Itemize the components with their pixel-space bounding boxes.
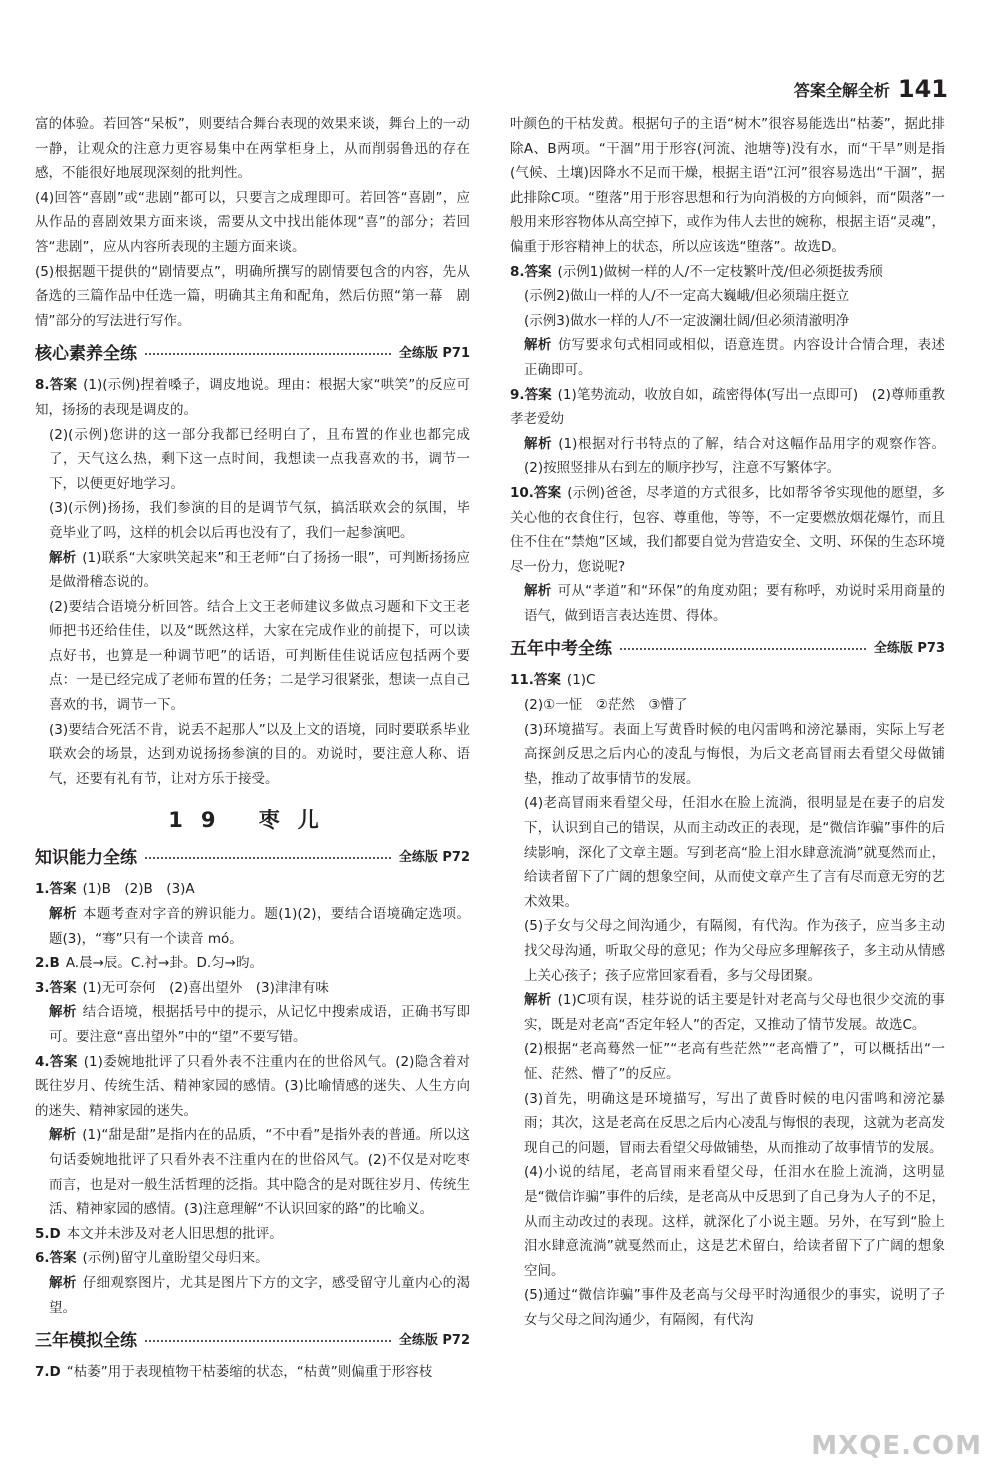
- section-ref: 全练版 P73: [873, 641, 945, 657]
- analysis-paragraph: (3)首先，明确这是环境描写，写出了黄昏时候的电闪雷鸣和滂沱暴雨；其次，这是老高在反思之后内心凌乱与悔恨的表现，这就为老高发现自己的问题，冒雨去看望父母做铺垫，从而推动了故事情节的发展。: [524, 1090, 945, 1156]
- analysis-label: 解析: [49, 1004, 77, 1021]
- section-title: 核心素养全练: [35, 344, 137, 365]
- section-title: 知识能力全练: [35, 848, 137, 869]
- section-header-knowledge: [35, 845, 470, 871]
- answer-text: (1)B (2)B (3)A: [82, 881, 195, 898]
- page-number: 141: [897, 75, 948, 103]
- answer-paragraph: (3)(示例)扬扬，我们参演的目的是调节气氛，搞活联欢会的氛围，毕竟毕业了吗，这样的机会以后再也没有了，我们一起参演吧。: [49, 500, 470, 541]
- answer-label: 答案: [524, 386, 552, 403]
- question-number: 6.: [35, 1250, 50, 1267]
- analysis-label: 解析: [524, 992, 552, 1009]
- q7-answer: [35, 1360, 470, 1385]
- question-number: 1.: [35, 881, 50, 898]
- q10-analysis: [510, 579, 945, 628]
- q8-analysis: [510, 333, 945, 382]
- section-header-core: [35, 341, 470, 367]
- section-ref: 全练版 P71: [398, 346, 470, 362]
- lesson-number: 19: [168, 808, 234, 833]
- q9-answer: [510, 383, 959, 432]
- right-column: [510, 112, 959, 1333]
- section-title: 五年中考全练: [510, 639, 612, 660]
- section-title: 三年模拟全练: [35, 1330, 137, 1351]
- answer-text: (1)无可奈何 (2)喜出望外 (3)津津有味: [82, 979, 329, 996]
- answer-text: (示例1)做树一样的人/不一定枝繁叶茂/但必须挺拔秀颀: [557, 263, 883, 280]
- question-number: 4.: [35, 1053, 50, 1070]
- q4-answer: [35, 1050, 470, 1124]
- analysis-text: (1)C项有误，桂芬说的话主要是针对老高与父母也很少交流的事实，既是对老高“否定年轻人”的否定，又推动了情节发展。故选C。: [524, 992, 945, 1033]
- q5-answer: [35, 1222, 470, 1247]
- answer-line: (示例3)做水一样的人/不一定波澜壮阔/但必须清澈明净: [524, 312, 850, 329]
- section-divider: [620, 648, 866, 650]
- analysis-text: (1)根据对行书特点的了解，结合对这幅作品用字的观察作答。(2)按照竖排从右到左的顺序抄写，注意不写繁体字。: [524, 435, 946, 477]
- q6-analysis: [35, 1271, 470, 1320]
- section-header-five-year: [510, 636, 945, 662]
- analysis-label: 解析: [524, 337, 552, 354]
- question-number: 8.: [35, 377, 50, 394]
- section-divider: [145, 353, 391, 355]
- intro-paragraph: (5)根据题干提供的“剧情要点”，明确所撰写的剧情要包含的内容，先从备选的三篇作品中任选一篇，明确其主角和配角，然后仿照“第一幕 剧情”部分的写法进行写作。: [35, 263, 470, 329]
- intro-paragraph: 富的体验。若回答“呆板”，则要结合舞台表现的效果来谈，舞台上的一动一静，让观众的注意力更容易集中在两掌柜身上，从而削弱鲁迅的存在感，不能很好地展现深刻的批判性。: [35, 116, 470, 182]
- answer-paragraph: (4)老高冒雨来看望父母，任泪水在脸上流淌，很明显是在妻子的启发下，认识到自己的错误，从而主动改正的表现，是“微信诈骗”事件的后续影响，深化了文章主题。写到老高“脸上泪水肆意流淌”就戛然而止，给读者留下了广阔的想象空间，从而使文章产生了言有尽而意无穷的艺术效果。: [524, 795, 945, 910]
- answer-label: 答案: [49, 1053, 78, 1070]
- section-ref: 全练版 P72: [398, 850, 470, 866]
- question-number: 10.: [510, 484, 534, 501]
- answer-label: 答案: [533, 484, 562, 501]
- answer-paragraph: (2)(示例)您讲的这一部分我都已经明白了，且布置的作业也都完成了，天气这么热，剩下这一点时间，我想读一点我喜欢的书，调节一下，以便更好地学习。: [49, 426, 470, 492]
- intro-paragraph: (4)回答“喜剧”或“悲剧”都可以，只要言之成理即可。若回答“喜剧”，应从作品的喜剧效果方面来谈，需要从文中找出能体现“喜”的部分；若回答“悲剧”，应从内容所表现的主题方面来谈。: [35, 189, 470, 255]
- section-divider: [145, 857, 391, 859]
- analysis-label: 解析: [49, 549, 77, 566]
- q8-answer: [510, 260, 945, 285]
- answer-text: (1)笔势流动，收放自如，疏密得体(写出一点即可) (2)尊师重教 孝老爱幼: [510, 386, 959, 428]
- section-header-three-year: [35, 1328, 470, 1354]
- question-number: 5.D: [35, 1225, 61, 1242]
- q4-analysis: [35, 1123, 470, 1221]
- analysis-text: 仿写要求句式相同或相似，语意连贯。内容设计合情合理，表述正确即可。: [524, 337, 946, 378]
- q8-answer: [35, 373, 470, 422]
- analysis-text: 本题考查对字音的辨识能力。题(1)(2)，要结合语境确定选项。题(3)，“骞”只有一个读音 mó。: [49, 906, 471, 947]
- answer-label: 答案: [49, 881, 77, 898]
- site-watermark: MXQE.COM: [811, 1431, 982, 1461]
- analysis-label: 解析: [524, 435, 553, 452]
- answer-text: 本文并未涉及对老人旧思想的批评。: [66, 1225, 283, 1242]
- lesson-name: 枣儿: [258, 808, 337, 833]
- answer-text: (1)(示例)捏着嗓子，调皮地说。理由：根据大家“哄笑”的反应可知，扬扬的表现是调皮的。: [35, 377, 471, 418]
- page-header: [794, 74, 948, 104]
- answer-label: 答案: [49, 979, 77, 996]
- answer-text: (示例)留守儿童盼望父母归来。: [82, 1250, 269, 1267]
- q3-analysis: [35, 1000, 470, 1049]
- analysis-paragraph: (4)小说的结尾，老高冒雨来看望父母，任泪水在脸上流淌，这明显是“微信诈骗”事件的后续，是老高从中反思到了自己身为人子的不足，从而主动改过的表现。这样，就深化了小说主题。另外，在写到“脸上泪水肆意流淌”就戛然而止，这是艺术留白，给读者留下了广阔的想象空间。: [524, 1164, 945, 1279]
- question-number: 11.: [510, 672, 534, 689]
- q3-answer: [35, 976, 470, 1001]
- q11-analysis: [510, 988, 945, 1037]
- answer-text: “枯萎”用于表现植物干枯萎缩的状态，“枯黄”则偏重于形容枝: [66, 1364, 433, 1381]
- header-title: 答案全解全析: [793, 80, 890, 100]
- analysis-paragraph: (5)通过“微信诈骗”事件及老高与父母平时沟通很少的事实，说明了子女与父母之间沟通少，有隔阂，有代沟: [524, 1287, 945, 1328]
- analysis-text: 可从“孝道”和“环保”的角度劝阻；要有称呼，劝说时采用商量的语气，做到语言表达连贯、得体。: [524, 583, 946, 624]
- answer-text: A.晨→辰。C.衬→卦。D.匀→昀。: [65, 955, 263, 972]
- q1-answer: [35, 877, 470, 902]
- question-number: 9.: [510, 386, 525, 403]
- answer-label: 答案: [524, 263, 552, 280]
- analysis-label: 解析: [524, 583, 552, 600]
- analysis-text: 结合语境，根据括号中的提示，从记忆中搜索成语，正确书写即可。要注意“喜出望外”中的“望”不要写错。: [49, 1004, 471, 1045]
- question-number: 7.D: [35, 1364, 61, 1381]
- question-number: 8.: [510, 263, 525, 280]
- answer-label: 答案: [49, 1250, 77, 1267]
- analysis-text: (1)“甜是甜”是指内在的品质，“不中看”是指外表的普通。所以这句话委婉地批评了只看外表不注重内在的世俗风气。(2)不仅是对吃枣而言，也是对一般生活哲理的泛指。其中隐含的是对既往岁月、传统生活、精神家园的感情。(3)注意理解“不认识回家的路”的比喻义。: [49, 1127, 470, 1218]
- analysis-label: 解析: [49, 1274, 77, 1291]
- section-ref: 全练版 P72: [398, 1332, 470, 1348]
- section-divider: [145, 1340, 391, 1342]
- q11-answer: [510, 668, 945, 693]
- analysis-paragraph: (3)要结合死活不肯，说丢不起那人”以及上文的语境，同时要联系毕业联欢会的场景，达到劝说扬扬参演的目的。劝说时，要注意人称、语气，还要有礼有节，让对方乐于接受。: [49, 721, 470, 787]
- answer-line: (2)①一怔 ②茫然 ③懵了: [524, 697, 688, 714]
- lesson-title: [35, 803, 470, 837]
- answer-label: 答案: [49, 377, 78, 394]
- question-number: 2.B: [35, 955, 60, 972]
- answer-paragraph: (3)环境描写。表面上写黄昏时候的电闪雷鸣和滂沱暴雨，实际上写老高探剑反思之后内心的凌乱与悔恨，为后文老高冒雨去看望父母做铺垫，推动了故事情节的发展。: [524, 721, 945, 787]
- analysis-label: 解析: [49, 1127, 77, 1144]
- q9-analysis: [510, 432, 945, 481]
- answer-line: (示例2)做山一样的人/不一定高大巍峨/但必须瑞庄挺立: [524, 288, 850, 305]
- analysis-paragraph: (2)要结合语境分析回答。结合上文王老师建议多做点习题和下文王老师把书还给佳佳，以及“既然这样，大家在完成作业的前提下，可以读点好书，也算是一种调节吧”的话语，可判断佳佳说话应包括两个要点：一是已经完成了老师布置的任务；二是学习很紧张，想读一点自己喜欢的书，调节一下。: [49, 598, 470, 714]
- left-column: [35, 112, 470, 1385]
- answer-label: 答案: [533, 672, 561, 689]
- answer-text: (示例)爸爸，尽孝道的方式很多，比如帮爷爷实现他的愿望，多关心他的衣食住行，包容、尊重他，等等，不一定要燃放烟花爆竹，而且住不住在“禁炮”区域，我们都要自觉为营造安全、文明、环保的生态环境尽一份力，您说呢?: [510, 484, 945, 575]
- analysis-paragraph: (2)根据“老高蓦然一怔”“老高有些茫然”“老高懵了”，可以概括出“一怔、茫然、懵了”的反应。: [524, 1041, 945, 1082]
- q8-analysis: [35, 546, 470, 595]
- analysis-label: 解析: [49, 906, 77, 923]
- q10-answer: [510, 481, 945, 579]
- q1-analysis: [35, 902, 470, 951]
- q7-continuation: 叶颜色的干枯发黄。根据句子的主语“树木”很容易能选出“枯萎”，据此排除A、B两项。“干涸”用于形容(河流、池塘等)没有水，而“干旱”则是指(气候、土壤)因降水不足而干燥，根据主语“江河”很容易选出“干涸”，据此排除C项。“堕落”用于形容思想和行为向消极的方向倾斜，而“陨落”一般用来形容物体从高空掉下，或作为伟人去世的婉称，根据主语“灵魂”，偏重于形容精神上的状态，所以应该选“堕落”。故选D。: [510, 116, 945, 255]
- analysis-text: (1)联系“大家哄笑起来”和王老师“白了扬扬一眼”，可判断扬扬应是做滑稽态说的。: [49, 549, 470, 591]
- analysis-text: 仔细观察图片，尤其是图片下方的文字，感受留守儿童内心的渴望。: [49, 1274, 471, 1316]
- q6-answer: [35, 1246, 470, 1271]
- answer-text: (1)C: [566, 672, 596, 689]
- answer-paragraph: (5)子女与父母之间沟通少，有隔阂，有代沟。作为孩子，应当多主动找父母沟通，听取父母的意见；作为父母应多理解孩子，多主动从情感上关心孩子；孩子应常回家看看，多与父母团聚。: [524, 918, 945, 984]
- q2-answer: [35, 951, 470, 976]
- answer-text: (1)委婉地批评了只看外表不注重内在的世俗风气。(2)隐含着对既往岁月、传统生活、精神家园的感情。(3)比喻情感的迷失、人生方向的迷失、精神家园的迷失。: [35, 1053, 471, 1119]
- question-number: 3.: [35, 979, 50, 996]
